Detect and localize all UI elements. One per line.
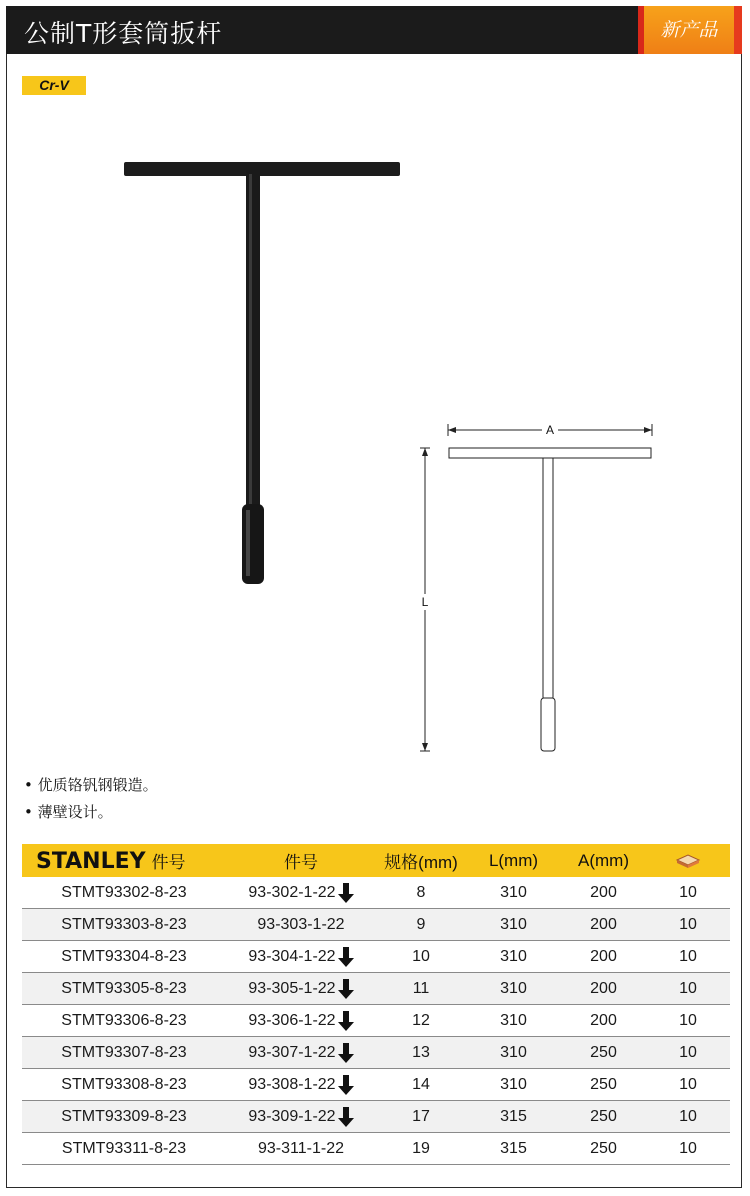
cell-size (376, 1133, 466, 1165)
spec-table (22, 844, 730, 1165)
cell-part-text: 93-306-1-22 (248, 1011, 336, 1029)
cell-l (466, 973, 561, 1005)
cell-qty-text: 10 (679, 1075, 697, 1093)
stanley-logo: STANLEY (36, 848, 146, 874)
cell-size (376, 1069, 466, 1101)
header-l: L(mm) (488, 850, 539, 870)
cell-size (376, 1037, 466, 1069)
header-part: 件号 (284, 853, 318, 872)
down-arrow-icon (338, 947, 354, 967)
cell-qty-text: 10 (679, 883, 697, 901)
cell-size-text: 19 (412, 1139, 430, 1157)
cell-stanley-part-text: STMT93305-8-23 (61, 979, 187, 997)
cell-l-text: 310 (500, 1043, 527, 1061)
cell-qty (646, 909, 730, 941)
table-row (22, 1133, 730, 1165)
cell-part-text: 93-308-1-22 (248, 1075, 336, 1093)
cell-stanley-part (22, 1069, 226, 1101)
dimension-diagram (412, 412, 672, 762)
cell-l (466, 1069, 561, 1101)
table-row (22, 877, 730, 909)
cell-part-text: 93-304-1-22 (248, 947, 336, 965)
cell-size-text: 11 (412, 979, 430, 997)
cell-a-text: 200 (590, 883, 617, 901)
table-row (22, 1101, 730, 1133)
cell-qty (646, 1069, 730, 1101)
cell-l-text: 310 (500, 915, 527, 933)
cell-a (561, 1037, 646, 1069)
cell-l-text: 310 (500, 883, 527, 901)
label-l: L (421, 595, 429, 609)
cell-part (226, 877, 376, 909)
cell-a-text: 250 (590, 1107, 617, 1125)
cell-a-text: 200 (590, 915, 617, 933)
page-title: 公制T形套筒扳杆 (24, 19, 223, 48)
cell-stanley-part-text: STMT93308-8-23 (61, 1075, 187, 1093)
cell-qty (646, 1037, 730, 1069)
cell-stanley-part-text: STMT93311-8-23 (61, 1139, 187, 1157)
cell-stanley-part-text: STMT93309-8-23 (61, 1107, 187, 1125)
cell-size-text: 13 (412, 1043, 430, 1061)
cell-qty (646, 1133, 730, 1165)
cell-size (376, 877, 466, 909)
cell-stanley-part (22, 973, 226, 1005)
feature-list (24, 772, 158, 826)
cell-size-text: 12 (412, 1011, 430, 1029)
cell-a (561, 909, 646, 941)
cell-part-text: 93-307-1-22 (248, 1043, 336, 1061)
cell-a-text: 250 (590, 1139, 617, 1157)
cell-stanley-part (22, 1005, 226, 1037)
cell-l (466, 1133, 561, 1165)
cell-size (376, 1101, 466, 1133)
cell-a (561, 1069, 646, 1101)
cell-part (226, 909, 376, 941)
cell-part (226, 941, 376, 973)
cell-l-text: 315 (500, 1139, 527, 1157)
down-arrow-icon (338, 979, 354, 999)
cell-size (376, 1005, 466, 1037)
down-arrow-icon (338, 1075, 354, 1095)
cell-stanley-part (22, 909, 226, 941)
cell-stanley-part-text: STMT93306-8-23 (61, 1011, 187, 1029)
table-row (22, 909, 730, 941)
cell-a (561, 877, 646, 909)
cell-a-text: 200 (590, 947, 617, 965)
cell-stanley-part-text: STMT93307-8-23 (61, 1043, 187, 1061)
new-product-badge: 新产品 (638, 6, 734, 54)
cell-size-text: 8 (416, 883, 426, 901)
header-bar (6, 6, 742, 54)
cell-l (466, 909, 561, 941)
cell-stanley-part (22, 1133, 226, 1165)
down-arrow-icon (338, 1011, 354, 1031)
header-stanley-part (22, 844, 226, 877)
cell-part-text: 93-302-1-22 (248, 883, 336, 901)
cell-size-text: 14 (412, 1075, 430, 1093)
cell-part (226, 1101, 376, 1133)
cell-l-text: 310 (500, 1075, 527, 1093)
cell-qty (646, 941, 730, 973)
feature-item: • 薄壁设计。 (24, 799, 158, 826)
feature-item: • 优质铬钒钢锻造。 (24, 772, 158, 799)
cell-l-text: 310 (500, 947, 527, 965)
cell-l-text: 315 (500, 1107, 527, 1125)
cell-l-text: 310 (500, 979, 527, 997)
cell-qty-text: 10 (679, 947, 697, 965)
cell-size-text: 9 (416, 915, 426, 933)
cell-part-text: 93-305-1-22 (248, 979, 336, 997)
cell-qty-text: 10 (679, 915, 697, 933)
label-a: A (545, 423, 555, 437)
cell-l-text: 310 (500, 1011, 527, 1029)
cell-a (561, 941, 646, 973)
cell-a-text: 250 (590, 1075, 617, 1093)
cell-size (376, 941, 466, 973)
cell-qty (646, 1101, 730, 1133)
cell-stanley-part-text: STMT93303-8-23 (61, 915, 187, 933)
cell-stanley-part (22, 1101, 226, 1133)
cell-part (226, 1069, 376, 1101)
header-size: 规格(mm) (384, 853, 458, 872)
cell-part-text: 93-311-1-22 (258, 1139, 344, 1157)
cell-stanley-part (22, 941, 226, 973)
header-a: A(mm) (578, 850, 629, 870)
cell-stanley-part (22, 877, 226, 909)
cell-qty-text: 10 (679, 1043, 697, 1061)
cell-part (226, 1037, 376, 1069)
cell-part (226, 1005, 376, 1037)
material-tag: Cr-V (22, 76, 86, 95)
cell-part (226, 973, 376, 1005)
down-arrow-icon (338, 883, 354, 903)
cell-l (466, 1101, 561, 1133)
cell-part-text: 93-303-1-22 (257, 915, 345, 933)
table-row (22, 1069, 730, 1101)
cell-size (376, 973, 466, 1005)
cell-stanley-part (22, 1037, 226, 1069)
cell-a (561, 1101, 646, 1133)
cell-a (561, 1005, 646, 1037)
table-row (22, 973, 730, 1005)
cell-a-text: 200 (590, 979, 617, 997)
cell-l (466, 941, 561, 973)
table-row (22, 1005, 730, 1037)
cell-a-text: 250 (590, 1043, 617, 1061)
cell-qty-text: 10 (679, 1139, 697, 1157)
table-row (22, 941, 730, 973)
cell-a (561, 973, 646, 1005)
box-icon (675, 853, 701, 869)
table-header-row (22, 844, 730, 877)
down-arrow-icon (338, 1107, 354, 1127)
down-arrow-icon (338, 1043, 354, 1063)
cell-qty-text: 10 (679, 1107, 697, 1125)
cell-part-text: 93-309-1-22 (248, 1107, 336, 1125)
cell-qty (646, 877, 730, 909)
product-photo (118, 152, 408, 592)
cell-l (466, 1037, 561, 1069)
header-qty (646, 844, 730, 877)
cell-size (376, 909, 466, 941)
cell-a (561, 1133, 646, 1165)
cell-stanley-part-text: STMT93304-8-23 (61, 947, 187, 965)
cell-part (226, 1133, 376, 1165)
cell-l (466, 877, 561, 909)
header-accent-stripe (734, 6, 742, 54)
cell-size-text: 10 (412, 947, 430, 965)
header-label: 件号 (151, 852, 186, 872)
cell-a-text: 200 (590, 1011, 617, 1029)
cell-qty-text: 10 (679, 1011, 697, 1029)
table-row (22, 1037, 730, 1069)
cell-stanley-part-text: STMT93302-8-23 (61, 883, 187, 901)
cell-l (466, 1005, 561, 1037)
cell-qty-text: 10 (679, 979, 697, 997)
cell-qty (646, 1005, 730, 1037)
cell-size-text: 17 (412, 1107, 430, 1125)
cell-qty (646, 973, 730, 1005)
